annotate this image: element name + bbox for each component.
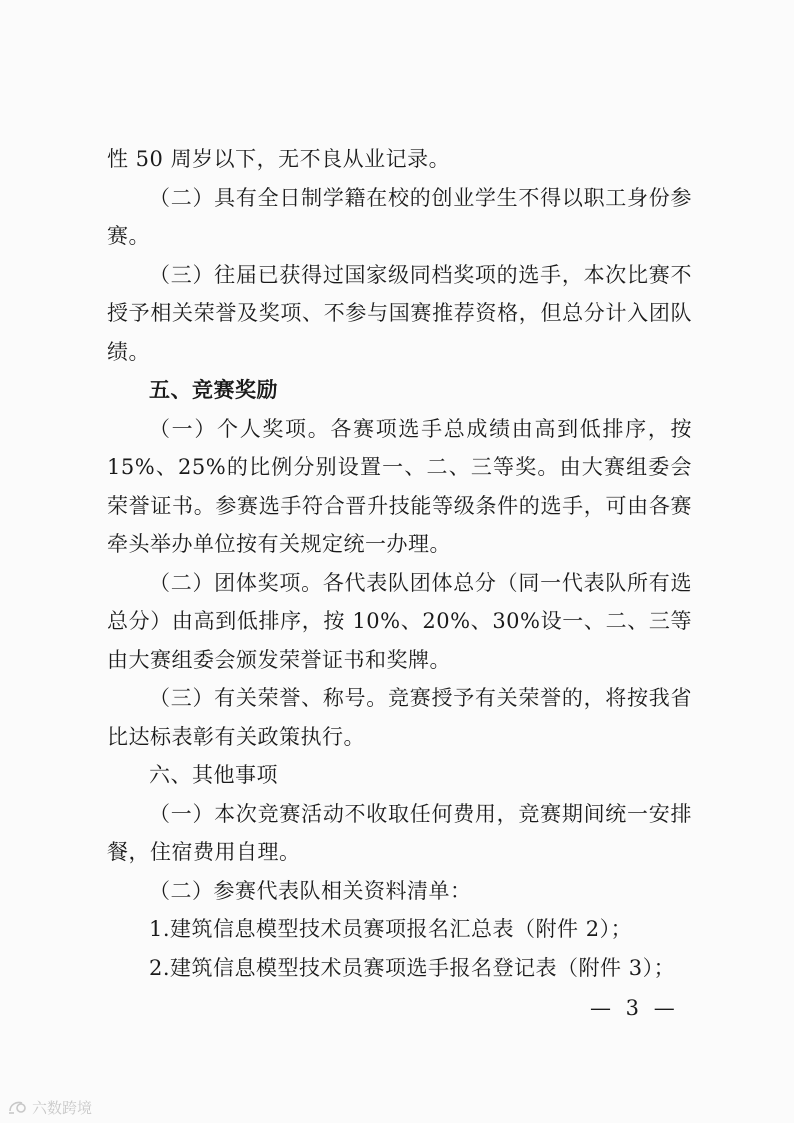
text-line: （三）往届已获得过国家级同档奖项的选手，本次比赛不 [149,262,692,287]
document-body [107,140,692,987]
text-line: （三）有关荣誉、称号。竞赛授予有关荣誉的，将按我省 [149,686,692,710]
text-line: （二）具有全日制学籍在校的创业学生不得以职工身份参 [149,185,692,210]
text-line: （一）个人奖项。各赛项选手总成绩由高到低排序，按 [149,416,692,441]
text-line: 牵头举办单位按有关规定统一办理。 [107,532,451,556]
text-line: 六、其他事项 [149,763,278,787]
logo-icon [8,1099,28,1115]
text-line: 比达标表彰有关政策执行。 [107,724,365,749]
text-line: （一）本次竞赛活动不收取任何费用，竞赛期间统一安排 [149,801,692,826]
watermark [8,1096,92,1118]
text-line: 荣誉证书。参赛选手符合晋升技能等级条件的选手，可由各赛 [107,493,692,518]
text-line: 总分）由高到低排序，按 10%、20%、30%设一、二、三等 [107,609,692,633]
text-line: （二）团体奖项。各代表队团体总分（同一代表队所有选 [149,570,692,595]
text-line: 性 50 周岁以下，无不良从业记录。 [107,147,451,171]
watermark-text: 六数跨境 [32,1098,93,1117]
text-line: 餐，住宿费用自理。 [107,840,301,864]
text-line: 15%、25%的比例分别设置一、二、三等奖。由大赛组委会 [107,455,692,479]
page-number: — 3 — [590,996,679,1020]
text-line: 2.建筑信息模型技术员赛项选手报名登记表（附件 3）； [149,955,676,980]
section-heading: 五、竞赛奖励 [149,378,278,402]
text-line: 赛。 [107,224,150,248]
text-line: 授予相关荣誉及奖项、不参与国赛推荐资格，但总分计入团队 [107,301,692,325]
text-line: 1.建筑信息模型技术员赛项报名汇总表（附件 2）； [149,917,633,941]
text-line: 由大赛组委会颁发荣誉证书和奖牌。 [107,647,451,672]
text-line: （二）参赛代表队相关资料清单： [149,878,472,903]
text-line: 绩。 [107,339,150,364]
